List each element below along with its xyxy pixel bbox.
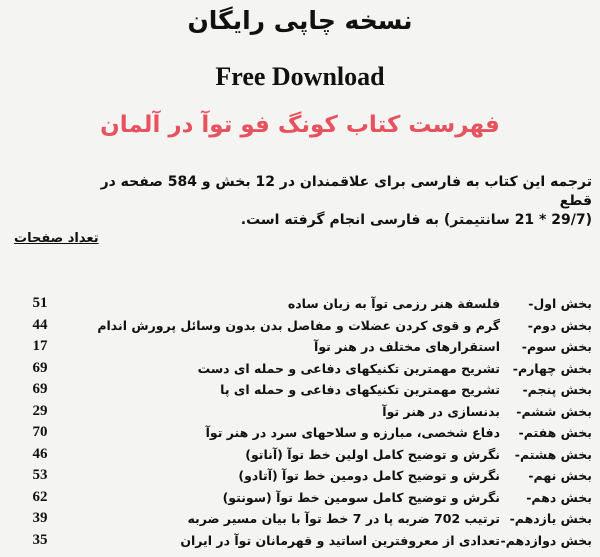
page-title-persian: نسخه چاپی رایگان: [187, 6, 413, 35]
toc-section-label: بخش نهم-: [528, 468, 592, 483]
toc-chapter-title: تشریح مهمترین تکنیکهای دفاعی و حمله ای پا: [220, 382, 500, 397]
toc-chapter-title: گرم و قوی کردن عضلات و مفاصل بدن بدون وسائل پرورش اندام: [97, 317, 500, 333]
toc-row: [0, 361, 600, 383]
toc-section-label: بخش یازدهم-: [509, 511, 592, 526]
toc-page-count: 35: [32, 531, 48, 548]
toc-page-count: 69: [32, 359, 48, 376]
toc-chapter-title: نگرش و توضیح کامل اولین خط توآ (آناتو): [245, 446, 500, 462]
toc-row: [0, 318, 600, 340]
toc-page-count: 17: [32, 338, 48, 354]
toc-chapter-title: استقرارهای مختلف در هنر توآ: [314, 339, 500, 354]
toc-page-count: 69: [32, 381, 48, 397]
toc-row: [0, 533, 600, 555]
toc-section-label: بخش سوم-: [521, 339, 592, 354]
toc-page-count: 44: [32, 316, 48, 333]
toc-page-count: 51: [32, 295, 48, 311]
toc-page-count: 29: [32, 402, 48, 419]
toc-chapter-title: فلسفة هنر رزمی توآ به زبان ساده: [287, 296, 500, 311]
intro-line: ترجمه این کتاب به فارسی برای علاقمندان در 12 بخش و 584 صفحه در قطع: [100, 174, 592, 209]
toc-section-label: بخش چهارم-: [512, 360, 592, 376]
toc-row: [0, 490, 600, 512]
toc-section-label: بخش دوازدهم-: [500, 532, 592, 548]
toc-row: [0, 511, 600, 533]
toc-chapter-title: تشریح مهمترین تکنیکهای دفاعی و حمله ای دست: [197, 360, 500, 376]
toc-chapter-title: ترتیب 702 ضربه پا در 7 خط توآ با بیان مسیر ضربه: [187, 511, 500, 526]
toc-page-count: 46: [32, 445, 48, 462]
toc-section-label: بخش هشتم-: [514, 446, 592, 462]
toc-chapter-title: دفاع شخصی، مبارزه و سلاحهای سرد در هنر توآ: [205, 425, 500, 440]
toc-row: [0, 447, 600, 469]
toc-page-count: 39: [32, 510, 48, 526]
intro-paragraph: [72, 173, 592, 230]
toc-section-label: بخش پنجم-: [522, 382, 592, 397]
toc-row: [0, 404, 600, 426]
intro-line: (29/7 * 21 سانتیمتر) به فارسی انجام گرفته است.: [240, 212, 592, 228]
toc-row: [0, 339, 600, 361]
table-of-contents: [0, 296, 600, 554]
toc-section-label: بخش دوم-: [527, 317, 592, 333]
toc-section-label: بخش اول-: [528, 296, 592, 311]
toc-page-count: 62: [32, 488, 48, 505]
toc-chapter-title: نگرش و توضیح کامل سومین خط توآ (سونتو): [222, 489, 500, 505]
toc-row: [0, 468, 600, 490]
toc-chapter-title: تعدادی از معروفترین اساتید و قهرمانان توآ در ایران: [180, 532, 500, 548]
toc-row: [0, 296, 600, 318]
book-index-title: فهرست کتاب کونگ فو توآ در آلمان: [100, 112, 500, 138]
page-title-english: Free Download: [215, 62, 385, 91]
toc-page-count: 70: [32, 424, 48, 440]
toc-row: [0, 425, 600, 447]
toc-section-label: بخش هفتم-: [518, 425, 592, 440]
toc-page-count: 53: [32, 467, 48, 483]
toc-section-label: بخش ششم-: [516, 403, 592, 419]
page-count-header: تعداد صفحات: [14, 231, 99, 246]
toc-chapter-title: نگرش و توضیح کامل دومین خط توآ (آتادو): [238, 468, 500, 483]
toc-row: [0, 382, 600, 404]
toc-chapter-title: بدنسازی در هنر توآ: [382, 403, 500, 419]
toc-section-label: بخش دهم-: [526, 489, 592, 505]
